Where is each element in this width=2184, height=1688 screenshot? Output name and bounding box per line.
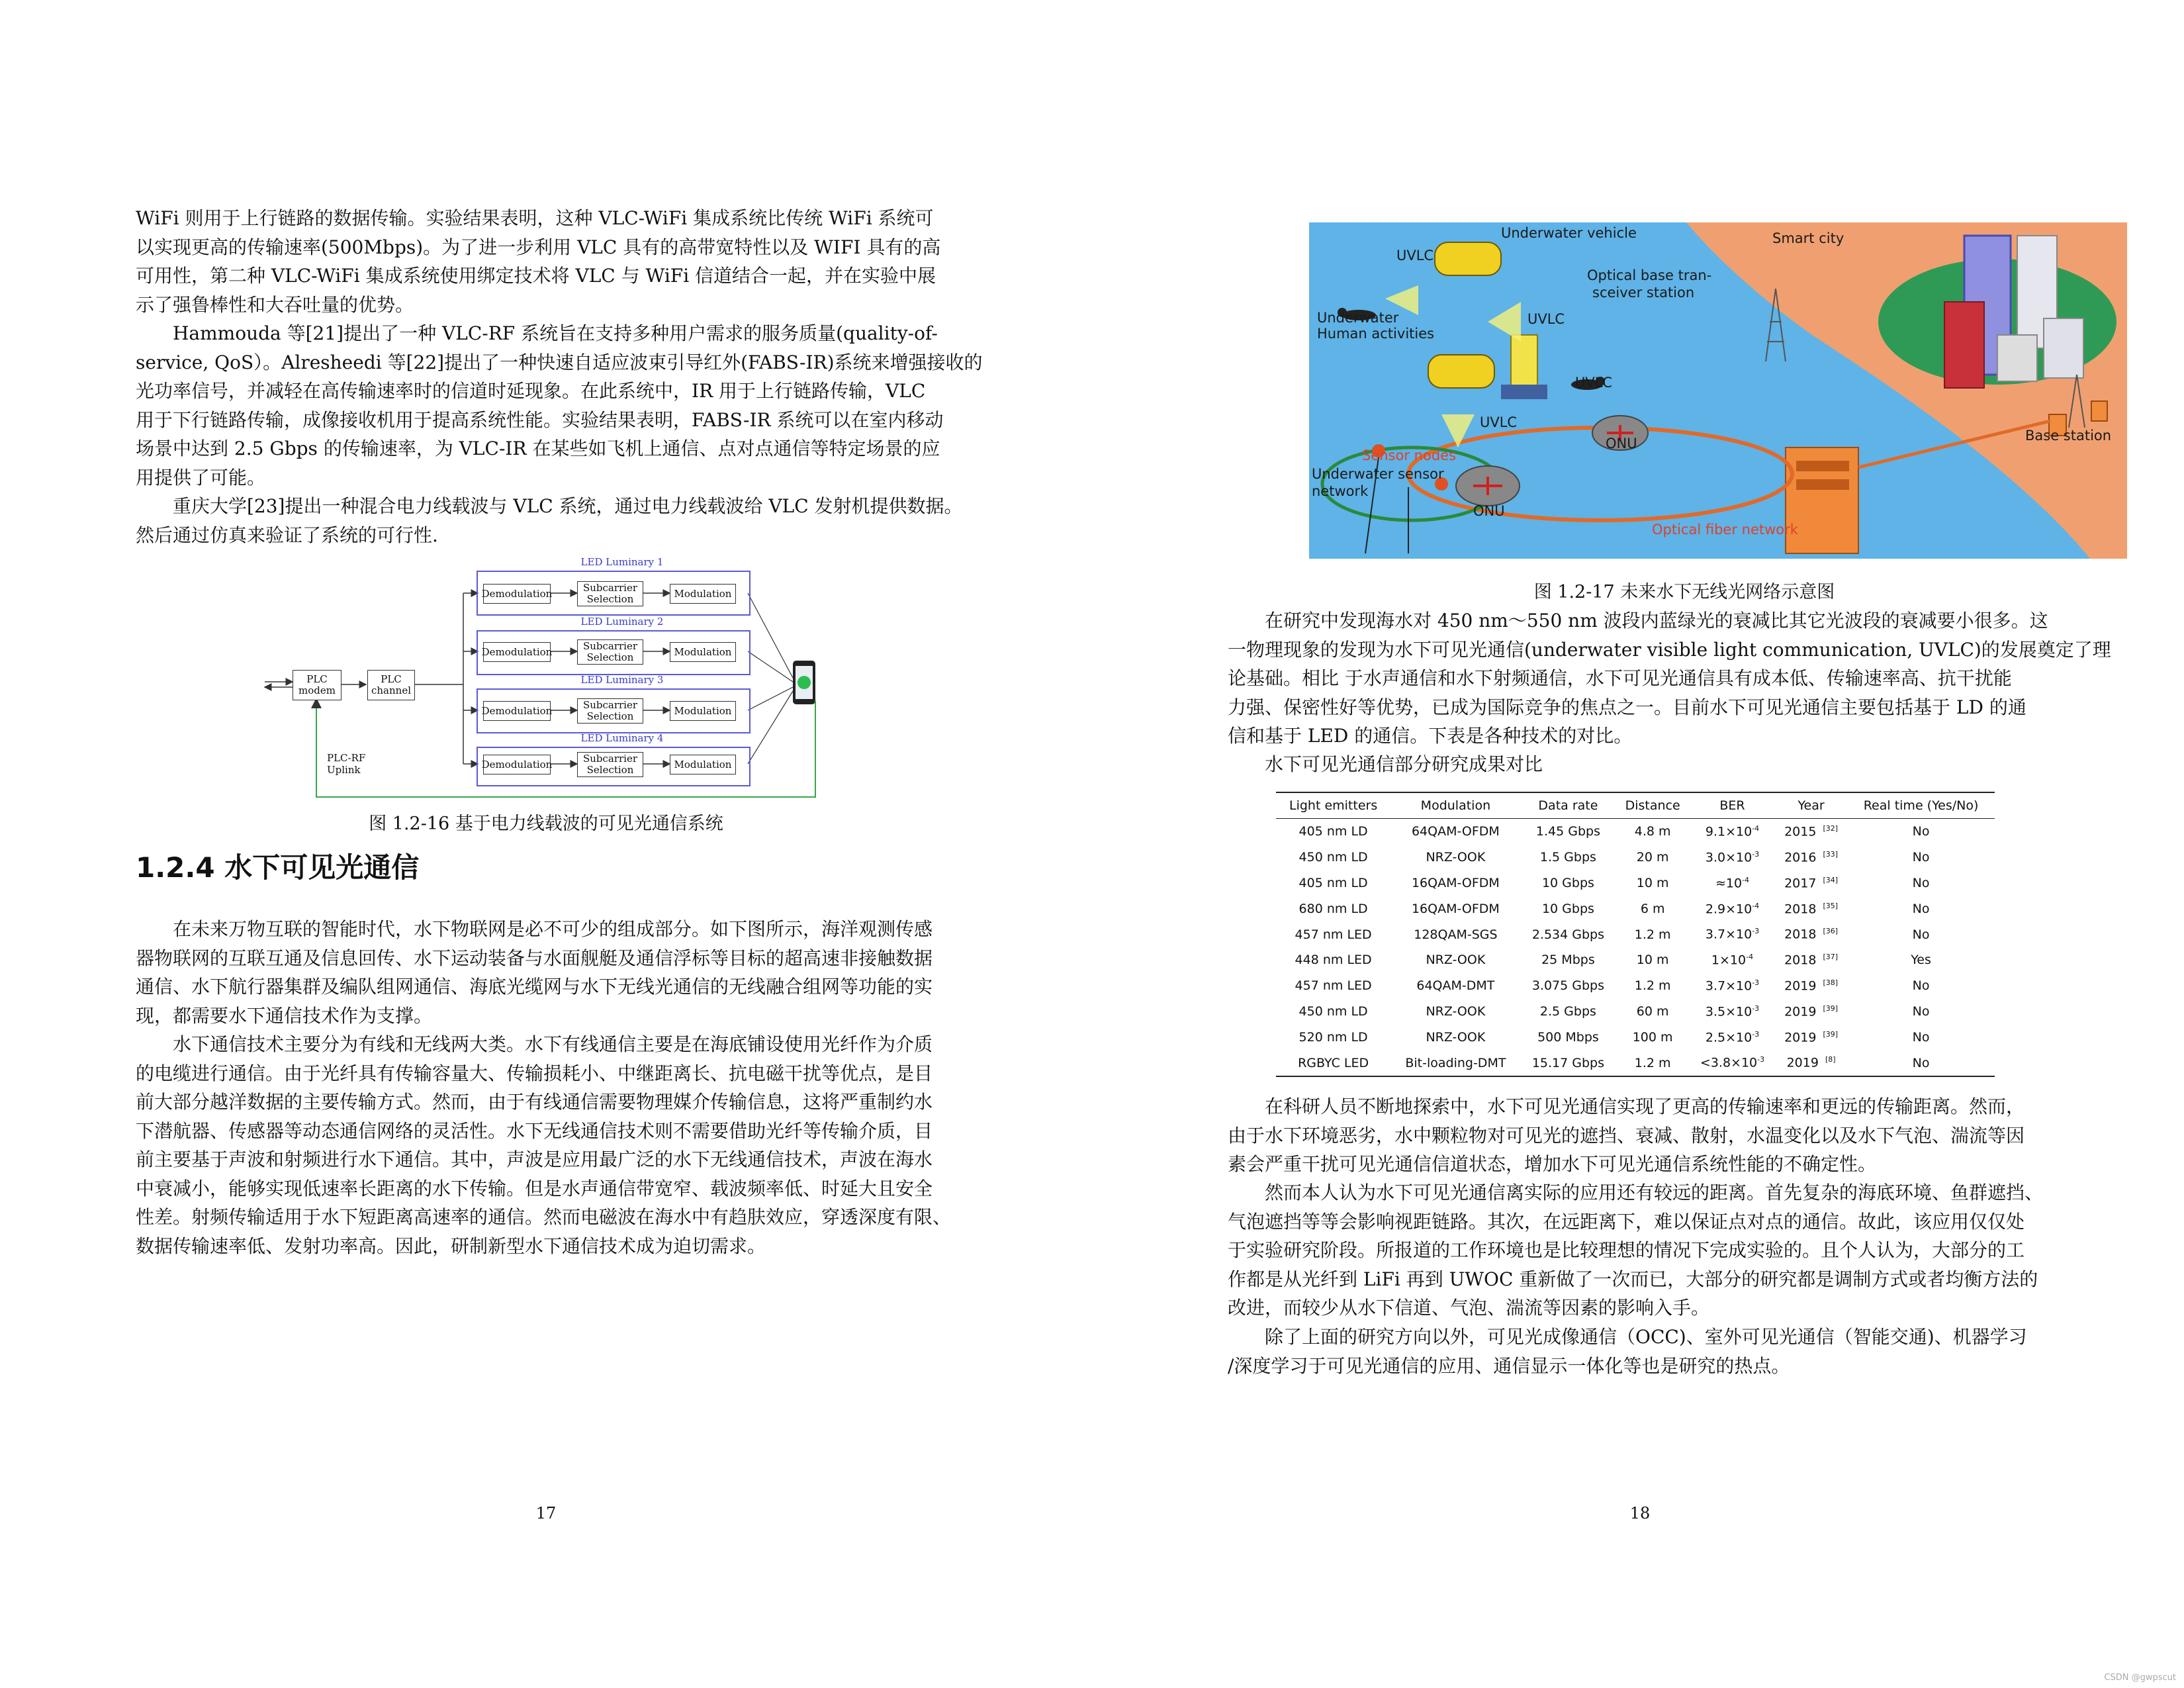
table-row — [1276, 896, 1995, 921]
cell-year-text: 2019 — [1786, 1055, 1819, 1070]
cell-emitter-text: 457 nm LED — [1295, 927, 1372, 942]
cell-year-text: 2019 — [1784, 1029, 1817, 1045]
cell-year-text: 2015 — [1784, 824, 1817, 839]
text-line: 力强、保密性好等优势，已成为国际竞争的焦点之一。目前水下可见光通信主要包括基于 LD 的通 — [1228, 696, 2026, 718]
table-row — [1276, 999, 1995, 1025]
cell-emitter — [1276, 973, 1390, 999]
text-line: service, QoS）。Alresheedi 等[22]提出了一种快速自适应波束引导红外(FABS-IR)系统来增强接收的 — [136, 351, 983, 373]
cell-data-rate — [1521, 1050, 1616, 1076]
luminary-label-2: LED Luminary 2 — [580, 616, 664, 628]
cell-real-time — [1847, 845, 1995, 870]
header-distance: Distance — [1615, 792, 1690, 819]
citation-ref: [8] — [1825, 1055, 1836, 1064]
cell-modulation — [1390, 870, 1520, 896]
text-line: 前主要基于声波和射频进行水下通信。其中，声波是应用最广泛的水下无线通信技术，声波在海水 — [136, 1149, 933, 1170]
cell-modulation-text: 64QAM-DMT — [1416, 978, 1495, 994]
cell-emitter — [1276, 1050, 1390, 1076]
label-sensor-network-2: network — [1312, 483, 1369, 499]
cell-ber-text: 3.7×10 — [1705, 927, 1752, 942]
cell-ber-text: ≈10 — [1715, 876, 1743, 891]
cell-modulation — [1390, 999, 1520, 1025]
cell-year-text: 2017 — [1784, 876, 1817, 891]
text-line: 的电缆进行通信。由于光纤具有传输容量大、传输损耗小、中继距离长、抗电磁干扰等优点，是目 — [136, 1062, 933, 1084]
cell-ber — [1690, 1024, 1775, 1050]
label-uvlc-1: UVLC — [1396, 248, 1434, 263]
cell-modulation — [1390, 819, 1520, 845]
plc-modem-box: PLC modem — [293, 670, 341, 700]
cell-real-time-text: No — [1912, 824, 1930, 839]
cell-year — [1775, 896, 1847, 921]
cell-real-time-text: No — [1912, 1029, 1930, 1045]
cell-distance-text: 6 m — [1640, 901, 1665, 916]
label-optical-fiber: Optical fiber network — [1652, 522, 1798, 538]
demod-box-3: Demodulation — [483, 701, 551, 721]
text-line: 性差。射频传输适用于水下短距离高速率的通信。然而电磁波在海水中有趋肤效应，穿透深度有限、 — [136, 1206, 952, 1228]
cell-year — [1775, 947, 1847, 973]
cell-distance — [1615, 896, 1690, 921]
cell-modulation — [1390, 845, 1520, 870]
cell-emitter-text: 450 nm LD — [1298, 1004, 1368, 1019]
table-row — [1276, 1050, 1995, 1076]
cell-distance — [1615, 999, 1690, 1025]
text-line: 一物理现象的发现为水下可见光通信(underwater visible light communication, UVLC)的发展奠定了理 — [1228, 638, 2111, 661]
text-line: 由于水下环境恶劣，水中颗粒物对可见光的遮挡、衰减、散射，水温变化以及水下气泡、湍流等因 — [1228, 1124, 2025, 1147]
label-smart-city: Smart city — [1772, 230, 1844, 246]
subcarrier-box-2: Subcarrier Selection — [577, 639, 643, 665]
left-para-1 — [136, 204, 956, 319]
cell-real-time — [1847, 921, 1995, 947]
cell-real-time — [1847, 1024, 1995, 1050]
text-line: 可用性，第二种 VLC-WiFi 集成系统使用绑定技术将 VLC 与 WiFi 信道结合一起，并在实验中展 — [136, 265, 936, 287]
uvlc-comparison-table — [1276, 792, 1995, 1077]
citation-ref: [39] — [1823, 1029, 1839, 1039]
cell-real-time — [1847, 819, 1995, 845]
cell-distance — [1615, 819, 1690, 845]
cell-modulation-text: 16QAM-OFDM — [1411, 875, 1500, 890]
cell-data-rate-text: 2.5 Gbps — [1539, 1004, 1596, 1019]
cell-distance-text: 20 m — [1636, 850, 1669, 865]
buoy-icon — [1511, 335, 1537, 388]
cell-data-rate — [1521, 947, 1616, 973]
cell-modulation-text: NRZ-OOK — [1426, 953, 1486, 968]
table-header-row — [1276, 792, 1995, 819]
text-line: 在未来万物互联的智能时代，水下物联网是必不可少的组成部分。如下图所示，海洋观测传感 — [136, 918, 933, 940]
header-real-time: Real time (Yes/No) — [1847, 792, 1995, 819]
right-para-2 — [1228, 1092, 2052, 1179]
label-underwater-vehicle: Underwater vehicle — [1501, 225, 1637, 241]
cell-real-time — [1847, 896, 1995, 921]
text-line: 在科研人员不断地探索中，水下可见光通信实现了更高的传输速率和更远的传输距离。然而， — [1228, 1096, 2025, 1117]
cell-real-time-text: No — [1912, 901, 1930, 916]
text-line: 作都是从光纤到 LiFi 再到 UWOC 重新做了一次而已，大部分的研究都是调制方式或者均衡方法的 — [1228, 1268, 2038, 1290]
luminary-label-1: LED Luminary 1 — [580, 556, 664, 568]
label-sensor-network-1: Underwater sensor — [1312, 466, 1444, 482]
left-para-4 — [136, 915, 956, 1030]
cell-emitter-text: 405 nm LD — [1298, 875, 1368, 890]
cell-year — [1775, 1024, 1847, 1050]
cell-emitter-text: RGBYC LED — [1298, 1055, 1369, 1070]
cell-emitter — [1276, 947, 1390, 973]
demod-box-2: Demodulation — [483, 642, 551, 662]
cell-ber-text: 1×10 — [1711, 953, 1747, 968]
subcarrier-box-1: Subcarrier Selection — [577, 581, 643, 606]
cell-data-rate-text: 3.075 Gbps — [1531, 978, 1605, 994]
text-line: 在研究中发现海水对 450 nm～550 nm 波段内蓝绿光的衰减比其它光波段的衰减要小很多。这 — [1228, 610, 2048, 632]
cell-modulation — [1390, 973, 1520, 999]
cell-ber — [1690, 870, 1775, 896]
section-heading: 1.2.4 水下可见光通信 — [136, 851, 420, 884]
cell-ber-text: 9.1×10 — [1705, 824, 1752, 839]
cell-year — [1775, 999, 1847, 1025]
cell-emitter — [1276, 1024, 1390, 1050]
text-line: 以实现更高的传输速率(500Mbps)。为了进一步利用 VLC 具有的高带宽特性以及 WIFI 具有的高 — [136, 236, 941, 258]
cell-emitter — [1276, 999, 1390, 1025]
text-line: 水下通信技术主要分为有线和无线两大类。水下有线通信主要是在海底铺设使用光纤作为介质 — [136, 1033, 933, 1055]
cell-year — [1775, 845, 1847, 870]
ber-exponent: -3 — [1752, 927, 1760, 936]
cell-data-rate — [1521, 1024, 1616, 1050]
cell-distance — [1615, 870, 1690, 896]
cell-distance — [1615, 845, 1690, 870]
right-para-1 — [1228, 606, 2111, 751]
cell-data-rate-text: 25 Mbps — [1541, 953, 1595, 968]
table-row — [1276, 921, 1995, 947]
text-line: 除了上面的研究方向以外，可见光成像通信（OCC)、室外可见光通信（智能交通)、机器学习 — [1228, 1326, 2027, 1348]
cell-real-time-text: No — [1912, 927, 1930, 942]
cell-distance — [1615, 1024, 1690, 1050]
subcarrier-box-4: Subcarrier Selection — [577, 752, 643, 777]
cell-ber-text: 3.7×10 — [1705, 978, 1752, 994]
text-line: 素会严重干扰可见光通信信道状态，增加水下可见光通信系统性能的不确定性。 — [1228, 1153, 1877, 1175]
mod-box-4: Modulation — [670, 755, 736, 774]
text-line: 器物联网的互联互通及信息回传、水下运动装备与水面舰艇及通信浮标等目标的超高速非接触数据 — [136, 947, 933, 969]
cell-year-text: 2019 — [1784, 1004, 1817, 1019]
cell-modulation-text: 64QAM-OFDM — [1411, 824, 1500, 839]
cell-data-rate — [1521, 870, 1616, 896]
plc-vlc-diagram — [258, 555, 841, 800]
cell-ber — [1690, 921, 1775, 947]
underwater-network-graphic — [1309, 222, 2127, 559]
cell-modulation — [1390, 1024, 1520, 1050]
text-line: 然而本人认为水下可见光通信离实际的应用还有较远的距离。首先复杂的海底环境、鱼群遮挡、 — [1228, 1182, 2044, 1203]
citation-ref: [35] — [1823, 901, 1839, 910]
cell-data-rate-text: 10 Gbps — [1541, 875, 1594, 890]
figure-17-caption: 图 1.2-17 未来水下无线光网络示意图 — [1533, 582, 1835, 602]
header-ber: BER — [1690, 792, 1775, 819]
luminary-label-3: LED Luminary 3 — [580, 674, 664, 686]
citation-ref: [34] — [1823, 875, 1839, 884]
underwater-network-figure — [1309, 222, 2127, 559]
header-year: Year — [1775, 792, 1847, 819]
cell-real-time — [1847, 1050, 1995, 1076]
cell-data-rate-text: 10 Gbps — [1541, 901, 1594, 916]
cell-real-time — [1847, 870, 1995, 896]
label-base-station: Base station — [2025, 428, 2112, 444]
cell-ber-text: 2.5×10 — [1705, 1029, 1752, 1045]
cell-data-rate-text: 500 Mbps — [1537, 1029, 1599, 1045]
cell-ber-text: 3.5×10 — [1705, 1004, 1752, 1019]
text-line: 重庆大学[23]提出一种混合电力线载波与 VLC 系统，通过电力线载波给 VLC 发射机提供数据。 — [136, 495, 963, 517]
cell-ber — [1690, 845, 1775, 870]
cell-year — [1775, 819, 1847, 845]
header-light-emitters: Light emitters — [1276, 792, 1390, 819]
cell-year-text: 2016 — [1784, 850, 1817, 865]
label-onu-1: ONU — [1606, 436, 1637, 451]
page-number-18: 18 — [1629, 1504, 1651, 1523]
cell-distance-text: 10 m — [1636, 875, 1669, 890]
text-line: 论基础。相比 于水声通信和水下射频通信，水下可见光通信具有成本低、传输速率高、抗干扰能 — [1228, 667, 2012, 689]
table-row — [1276, 947, 1995, 973]
citation-ref: [33] — [1823, 850, 1839, 859]
cell-ber — [1690, 973, 1775, 999]
cell-emitter-text: 457 nm LED — [1295, 978, 1372, 994]
subcarrier-box-3: Subcarrier Selection — [577, 698, 643, 724]
text-line: 然后通过仿真来验证了系统的可行性. — [136, 524, 438, 546]
label-obts-1: Optical base tran- — [1587, 267, 1712, 283]
table-title: 水下可见光通信部分研究成果对比 — [1228, 753, 1543, 775]
text-line: WiFi 则用于上行链路的数据传输。实验结果表明，这种 VLC-WiFi 集成系统比传统 WiFi 系统可 — [136, 207, 934, 229]
label-sensor-nodes: Sensor nodes — [1362, 447, 1457, 463]
watermark: CSDN @gwpscut — [2104, 1673, 2176, 1683]
cell-modulation-text: Bit-loading-DMT — [1405, 1055, 1506, 1070]
ber-exponent: -4 — [1752, 901, 1760, 910]
underwater-vehicle-icon-2 — [1428, 355, 1494, 388]
ber-exponent: -4 — [1742, 875, 1750, 884]
label-uvlc-3: UVLC — [1575, 375, 1613, 391]
cell-distance — [1615, 947, 1690, 973]
cell-real-time-text: No — [1912, 850, 1930, 865]
cell-year-text: 2018 — [1784, 901, 1817, 916]
cell-year-text: 2019 — [1784, 978, 1817, 994]
header-modulation: Modulation — [1390, 792, 1520, 819]
cell-distance-text: 4.8 m — [1634, 824, 1671, 839]
cell-emitter — [1276, 921, 1390, 947]
cell-emitter-text: 448 nm LED — [1295, 953, 1372, 968]
text-line: 数据传输速率低、发射功率高。因此，研制新型水下通信技术成为迫切需求。 — [136, 1235, 766, 1257]
cell-modulation-text: NRZ-OOK — [1426, 1004, 1486, 1019]
cell-year — [1775, 1050, 1847, 1076]
text-line: 现，都需要水下通信技术作为支撑。 — [136, 1004, 433, 1027]
cell-ber — [1690, 999, 1775, 1025]
table-row — [1276, 1024, 1995, 1050]
cell-real-time — [1847, 947, 1995, 973]
cell-real-time — [1847, 999, 1995, 1025]
cell-year — [1775, 973, 1847, 999]
citation-ref: [36] — [1823, 927, 1839, 936]
cell-modulation — [1390, 921, 1520, 947]
cell-ber — [1690, 819, 1775, 845]
text-line: 中衰减小，能够实现低速率长距离的水下传输。但是水声通信带宽窄、载波频率低、时延大且安全 — [136, 1177, 933, 1199]
cell-ber — [1690, 1050, 1775, 1076]
demod-box-1: Demodulation — [483, 584, 551, 604]
label-underwater-human-2: Human activities — [1317, 326, 1435, 342]
cell-emitter-text: 680 nm LD — [1298, 901, 1368, 916]
citation-ref: [32] — [1823, 824, 1839, 833]
underwater-vehicle-icon — [1435, 242, 1501, 275]
cell-distance-text: 1.2 m — [1634, 1055, 1671, 1070]
left-para-3 — [136, 492, 963, 549]
text-line: 示了强鲁棒性和大吞吐量的优势。 — [136, 293, 414, 316]
cell-ber-text: 2.9×10 — [1705, 901, 1752, 916]
cell-data-rate — [1521, 819, 1616, 845]
text-line: 于实验研究阶段。所报道的工作环境也是比较理想的情况下完成实验的。且个人认为，大部分的工 — [1228, 1239, 2025, 1261]
cell-year — [1775, 870, 1847, 896]
cell-emitter-text: 520 nm LD — [1298, 1029, 1368, 1045]
cell-real-time-text: No — [1912, 875, 1930, 890]
cell-modulation-text: NRZ-OOK — [1426, 1029, 1486, 1045]
cell-data-rate-text: 2.534 Gbps — [1531, 927, 1605, 942]
mod-box-3: Modulation — [670, 701, 736, 721]
left-para-5 — [136, 1030, 956, 1260]
table-row — [1276, 845, 1995, 870]
cell-emitter — [1276, 870, 1390, 896]
cell-distance — [1615, 1050, 1690, 1076]
page-number-17: 17 — [535, 1504, 557, 1523]
cell-real-time-text: Yes — [1911, 953, 1931, 968]
citation-ref: [37] — [1823, 953, 1839, 962]
cell-ber — [1690, 947, 1775, 973]
citation-ref: [38] — [1823, 978, 1839, 988]
plc-channel-box: PLC channel — [367, 670, 415, 700]
cell-ber-text: <3.8×10 — [1700, 1055, 1758, 1070]
cell-real-time — [1847, 973, 1995, 999]
label-onu-2: ONU — [1473, 503, 1505, 519]
cell-modulation-text: 16QAM-OFDM — [1411, 901, 1500, 916]
label-obts-2: sceiver station — [1592, 285, 1695, 301]
cell-modulation-text: 128QAM-SGS — [1414, 927, 1498, 942]
cell-emitter-text: 405 nm LD — [1298, 824, 1368, 839]
cell-data-rate — [1521, 845, 1616, 870]
cell-distance-text: 1.2 m — [1634, 927, 1671, 942]
text-line: 改进，而较少从水下信道、气泡、湍流等因素的影响入手。 — [1228, 1297, 1710, 1319]
label-uvlc-4: UVLC — [1480, 414, 1518, 430]
header-data-rate: Data rate — [1521, 792, 1616, 819]
cell-distance-text: 60 m — [1636, 1004, 1669, 1019]
ber-exponent: -3 — [1752, 1004, 1760, 1013]
left-para-2 — [136, 319, 983, 492]
ber-exponent: -4 — [1752, 824, 1760, 833]
cell-distance — [1615, 973, 1690, 999]
cell-ber-text: 3.0×10 — [1705, 850, 1752, 865]
text-line: 前大部分越洋数据的主要传输方式。然而，由于有线通信需要物理媒介传输信息，这将严重制约水 — [136, 1091, 933, 1113]
cell-real-time-text: No — [1912, 978, 1930, 994]
cell-data-rate — [1521, 921, 1616, 947]
ber-exponent: -3 — [1757, 1055, 1765, 1064]
cell-modulation — [1390, 947, 1520, 973]
text-line: 信和基于 LED 的通信。下表是各种技术的对比。 — [1228, 725, 1633, 747]
text-line: 气泡遮挡等等会影响视距链路。其次，在远距离下，难以保证点对点的通信。故此，该应用仅仅处 — [1228, 1210, 2025, 1233]
cell-data-rate — [1521, 999, 1616, 1025]
ber-exponent: -3 — [1752, 1029, 1760, 1039]
ber-exponent: -4 — [1746, 953, 1754, 962]
citation-ref: [39] — [1823, 1004, 1839, 1013]
cell-ber — [1690, 896, 1775, 921]
cell-data-rate — [1521, 973, 1616, 999]
plc-rf-uplink-label: PLC-RF Uplink — [327, 752, 366, 776]
right-para-4 — [1228, 1323, 2052, 1380]
table-body — [1276, 819, 1995, 1076]
label-underwater-human-1: Underwater — [1317, 310, 1399, 326]
cell-distance-text: 10 m — [1636, 953, 1669, 968]
cell-year-text: 2018 — [1784, 927, 1817, 942]
cell-emitter — [1276, 896, 1390, 921]
cell-distance-text: 100 m — [1632, 1029, 1673, 1045]
cell-modulation — [1390, 896, 1520, 921]
mod-box-2: Modulation — [670, 642, 736, 662]
right-para-3 — [1228, 1178, 2052, 1323]
cell-year — [1775, 921, 1847, 947]
cell-distance — [1615, 921, 1690, 947]
text-line: 用于下行链路传输，成像接收机用于提高系统性能。实验结果表明，FABS-IR 系统可以在室内移动 — [136, 408, 944, 431]
cell-real-time-text: No — [1912, 1055, 1930, 1070]
cell-real-time-text: No — [1912, 1004, 1930, 1019]
figure-16-caption: 图 1.2-16 基于电力线载波的可见光通信系统 — [369, 814, 723, 834]
text-line: Hammouda 等[21]提出了一种 VLC-RF 系统旨在支持多种用户需求的服务质量(quality-of- — [136, 322, 938, 344]
cell-emitter — [1276, 845, 1390, 870]
cell-data-rate-text: 1.5 Gbps — [1539, 850, 1596, 865]
cell-data-rate — [1521, 896, 1616, 921]
label-uvlc-2: UVLC — [1527, 311, 1565, 327]
ber-exponent: -3 — [1752, 978, 1760, 988]
text-line: 下潜航器、传感器等动态通信网络的灵活性。水下无线通信技术则不需要借助光纤等传输介质，目 — [136, 1119, 933, 1142]
text-line: 场景中达到 2.5 Gbps 的传输速率，为 VLC-IR 在某些如飞机上通信、点对点通信等特定场景的应 — [136, 438, 940, 459]
cell-modulation-text: NRZ-OOK — [1426, 850, 1486, 865]
cell-emitter-text: 450 nm LD — [1298, 850, 1368, 865]
table-row — [1276, 870, 1995, 896]
text-line: /深度学习于可见光通信的应用、通信显示一体化等也是研究的热点。 — [1228, 1354, 1790, 1377]
cell-data-rate-text: 15.17 Gbps — [1531, 1055, 1605, 1070]
text-line: 用提供了可能。 — [136, 466, 266, 489]
table-row — [1276, 819, 1995, 845]
cell-emitter — [1276, 819, 1390, 845]
cell-year-text: 2018 — [1784, 953, 1817, 968]
luminary-label-4: LED Luminary 4 — [580, 732, 664, 744]
text-line: 光功率信号，并减轻在高传输速率时的信道时延现象。在此系统中，IR 用于上行链路传输，VLC — [136, 380, 926, 402]
table-row — [1276, 973, 1995, 999]
cell-modulation — [1390, 1050, 1520, 1076]
mod-box-1: Modulation — [670, 584, 736, 604]
text-line: 通信、水下航行器集群及编队组网通信、海底光缆网与水下无线光通信的无线融合组网等功能的实 — [136, 976, 933, 998]
demod-box-4: Demodulation — [483, 755, 551, 774]
cell-data-rate-text: 1.45 Gbps — [1535, 824, 1600, 839]
ber-exponent: -3 — [1752, 850, 1760, 859]
cell-distance-text: 1.2 m — [1634, 978, 1671, 994]
